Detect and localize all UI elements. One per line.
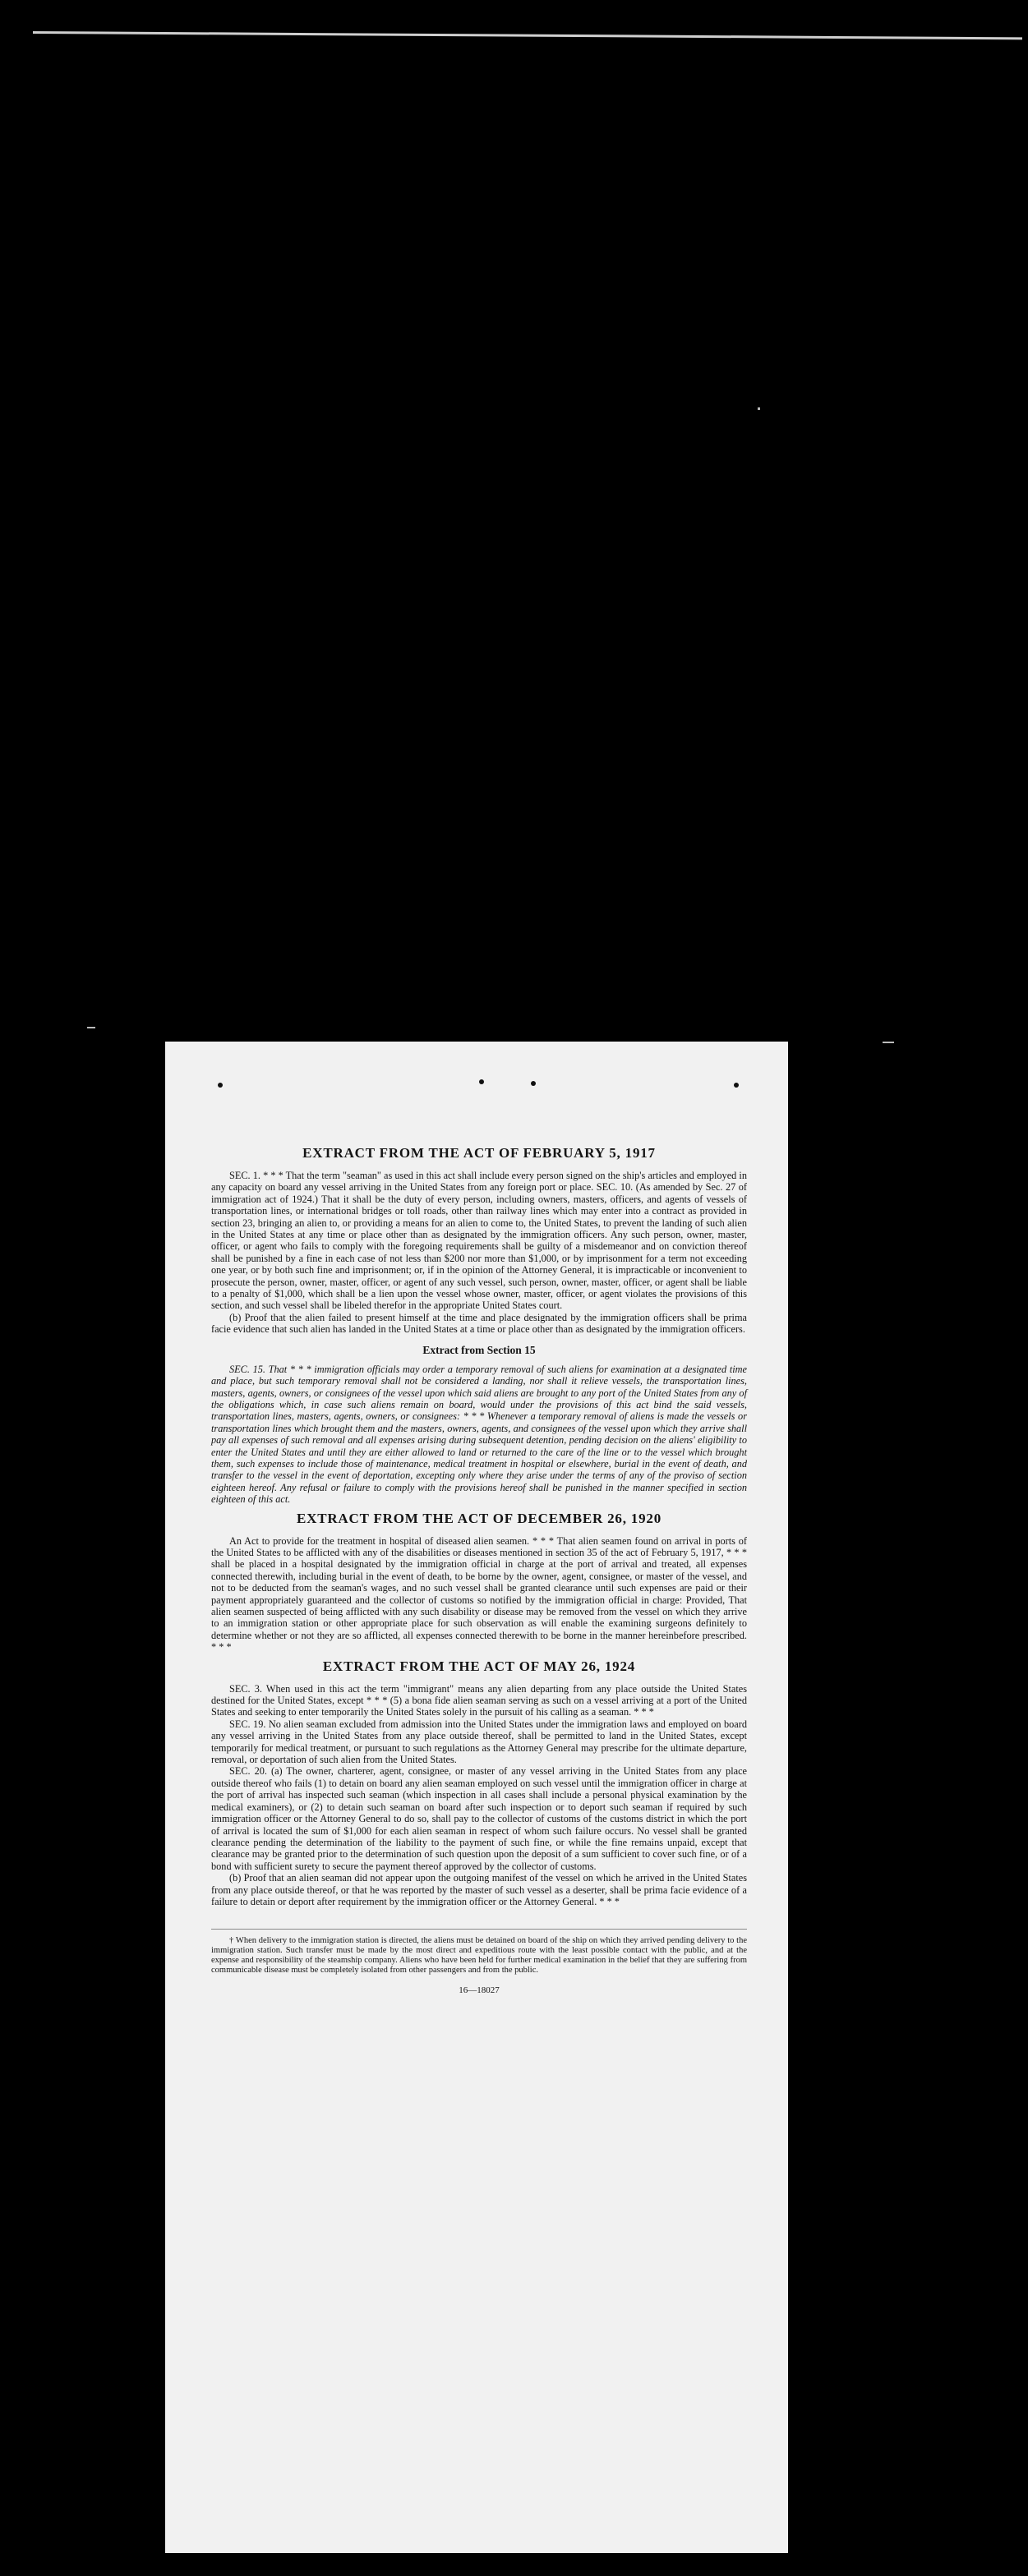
punch-mark xyxy=(734,1083,739,1088)
scan-speck xyxy=(758,407,760,410)
extract-1924-para: SEC. 20. (a) The owner, charterer, agent, consignee, or master of any vessel arriving in the United States from any place outside thereof who fails (1) to detain on board any alien seaman employed on such vessel until the immigration officer in charge at the port of arrival has inspected such seaman (which inspection in all cases shall include a personal physical examination by the medical examiners), or (2) to detain such seaman on board after such inspection or to deport such seaman if required by such immigration officer or the Attorney General to do so, shall pay to the collector of customs of the customs district in which the port of arrival is located the sum of $1,000 for each alien seaman in respect of whom such failure occurs. No vessel shall be granted clearance pending the determination of the liability to the payment of such fine, or while the fine remains unpaid, except that clearance may be granted prior to the determination of such question upon the deposit of a sum sufficient to cover such fine, or of a bond with sufficient surety to secure the payment thereof approved by the collector of customs. xyxy=(211,1765,747,1872)
footnote xyxy=(211,1929,747,1976)
extract-1917-para: SEC. 1. * * * That the term "seaman" as used in this act shall include every person signed on the ship's articles and employed in any capacity on board any vessel arriving in the United States from any foreign port or place. SEC. 10. (As amended by Sec. 27 of immigration act of 1924.) That it shall be the duty of every person, including owners, masters, officers, and agents of vessels of transportation lines, or international bridges or toll roads, other than railway lines which may enter into a contract as provided in section 23, bringing an alien to, or providing a means for an alien to come to, the United States, to prevent the landing of such alien in the United States at any time or place other than as designated by the immigration officers. Any such person, owner, master, officer, or agent who fails to comply with the foregoing requirements shall be guilty of a misdemeanor and on conviction thereof shall be punished by a fine in each case of not less than $200 nor more than $1,000, or by imprisonment for a term not exceeding one year, or by both such fine and imprisonment; or, if in the opinion of the Attorney General, it is impracticable or inconvenient to prosecute the person, owner, master, officer, or agent of any such vessel, such person, owner, master, officer, or agent shall be liable to a penalty of $1,000, which shall be a lien upon the vessel whose owner, master, officer, or agent violates the provisions of this section, and such vessel shall be libeled therefor in the appropriate United States court. xyxy=(211,1170,747,1312)
extract-1917-para: (b) Proof that the alien failed to present himself at the time and place designated by the immigration officers shall be prima facie evidence that such alien has landed in the United States at a time or place other than as designated by the immigration officers. xyxy=(211,1311,747,1336)
scanner-edge-line xyxy=(33,31,1022,39)
footnote-text: † When delivery to the immigration station is directed, the aliens must be detained on board of the ship on which they arrived pending delivery to the immigration station. Such transfer must be made by the most direct and expeditious route with the least possible contact with the public, and at the expense and responsibility of the steamship company. Aliens who have been held for further medical examination in the belief that they are suffering from communicable disease must be completely isolated from other passengers and from the public. xyxy=(211,1936,747,1976)
punch-mark xyxy=(218,1083,223,1088)
extract-1917-title: EXTRACT FROM THE ACT OF FEBRUARY 5, 1917 xyxy=(302,1145,656,1161)
scan-speck xyxy=(87,1027,95,1028)
form-code: 16—18027 xyxy=(459,1985,500,1996)
document-page xyxy=(165,1042,788,2553)
extract-1920-para: An Act to provide for the treatment in hospital of diseased alien seamen. * * * That alien seamen found on arrival in ports of the United States to be afflicted with any of the disabilities or diseases mentioned in section 35 of the act of February 5, 1917, * * * shall be placed in a hospital designated by the immigration official in charge at the port of arrival and treated, all expenses connected therewith, including burial in the event of death, to be borne by the owner, agent, consignee, or master of the vessel, and not to be deducted from the seaman's wages, and no such vessel shall be granted clearance until such expenses are paid or their payment appropriately guaranteed and the collector of customs so notified by the immigration official in charge: Provided, That alien seamen suspected of being afflicted with any such disability or disease may be removed from the vessel on which they arrive to an immigration station or other appropriate place for such observation as will enable the examining surgeons definitely to determine whether or not they are so afflicted, all expenses connected therewith to be borne in the manner hereinbefore prescribed. * * * xyxy=(211,1534,747,1654)
punch-mark xyxy=(479,1079,484,1084)
section-15-para: SEC. 15. That * * * immigration officials may order a temporary removal of such aliens for examination at a designated time and place, but such temporary removal shall not be considered a landing, nor shall it relieve vessels, the transportation lines, masters, agents, owners, or consignees of the vessel upon which said aliens are brought to any port of the United States from any of the obligations which, in case such aliens remain on board, would under the provisions of this act bind the said vessels, transportation lines, masters, agents, owners, or consignees: * * * Whenever a temporary removal of aliens is made the vessels or transportation lines which brought them and the masters, owners, agents, and consignees of the vessel upon which they arrive shall pay all expenses of such removal and all expenses arising during subsequent detention, pending decision on the aliens' eligibility to enter the United States and until they are either allowed to land or returned to the care of the line or to the vessel which brought them, such expenses to include those of maintenance, medical treatment in hospital or elsewhere, burial in the event of death, and transfer to the vessel in the event of deportation, excepting only where they arise under the terms of any of the proviso of section eighteen hereof. Any refusal or failure to comply with the provisions hereof shall be punished in the manner specified in section eighteen of this act. xyxy=(211,1363,747,1506)
section-15-title: Extract from Section 15 xyxy=(422,1343,536,1356)
extract-1924-para: (b) Proof that an alien seaman did not appear upon the outgoing manifest of the vessel on which he arrived in the United States from any place outside thereof, or that he was reported by the master of such vessel as a deserter, shall be prima facie evidence of a failure to detain or deport after requirement by the immigration officer or the Attorney General. * * * xyxy=(211,1872,747,1907)
extract-1924-para: SEC. 3. When used in this act the term "immigrant" means any alien departing from any place outside the United States destined for the United States, except * * * (5) a bona fide alien seaman serving as such on a vessel arriving at a port of the United States and seeking to enter temporarily the United States solely in the pursuit of his calling as a seaman. * * * xyxy=(211,1682,747,1718)
punch-mark xyxy=(531,1081,536,1086)
extract-1924-para: SEC. 19. No alien seaman excluded from admission into the United States under the immigration laws and employed on board any vessel arriving in the United States from any place outside thereof, shall be permitted to land in the United States, except temporarily for medical treatment, or pursuant to such regulations as the Attorney General may prescribe for the ultimate departure, removal, or deportation of such alien from the United States. xyxy=(211,1718,747,1766)
extract-1924-title: EXTRACT FROM THE ACT OF MAY 26, 1924 xyxy=(322,1658,636,1674)
extract-1920-title: EXTRACT FROM THE ACT OF DECEMBER 26, 1920 xyxy=(297,1510,662,1526)
scan-speck xyxy=(883,1042,894,1043)
